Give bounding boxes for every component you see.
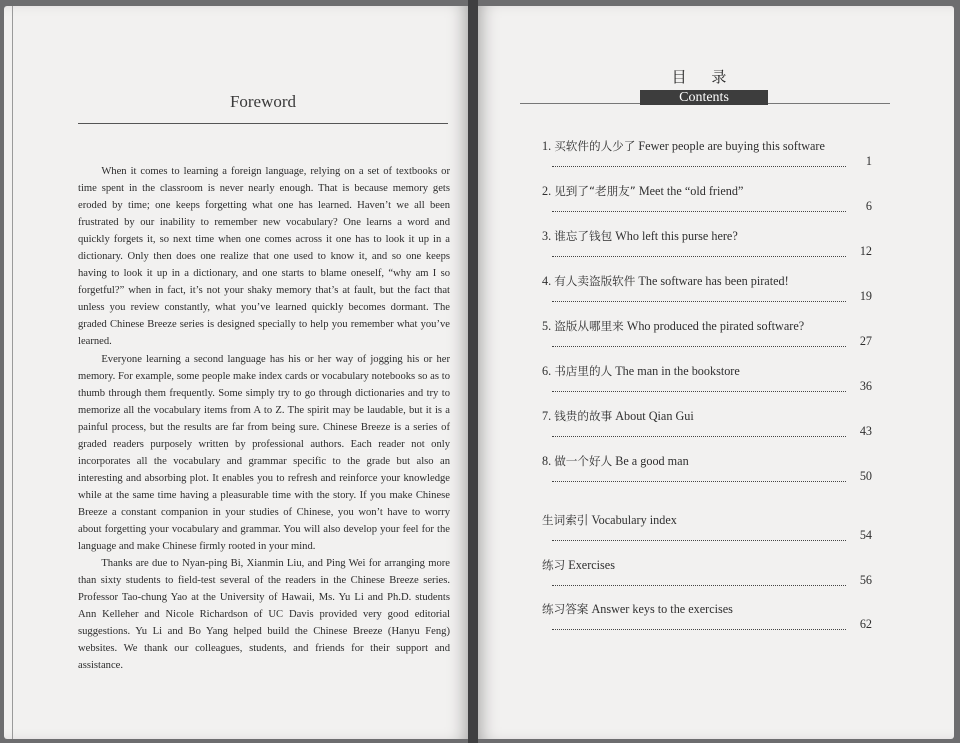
toc-entry-title-en: Answer keys to the exercises <box>588 602 733 616</box>
toc-dot-leader <box>552 210 846 212</box>
toc-entry-label <box>542 318 804 334</box>
toc-entry-label <box>542 273 789 289</box>
toc-entry-title-en: The software has been pirated! <box>635 274 789 288</box>
toc-entry <box>542 408 872 452</box>
toc-entry <box>542 318 872 362</box>
toc-entry <box>542 183 872 227</box>
foreword-paragraph-2: Everyone learning a second language has his or her way of jogging his or her memory. For example, some people make index cards or vocabulary notebooks so as to thumb through them frequently. Some simply try to go through dictionaries and try to memorize all the vocabulary items from A to Z. The spirit may be laudable, but it is a painful process, but the results are far from being sure. Chinese Breeze is a series of graded readers purposely written by professional authors. Each reader not only incorporates all the vocabulary and grammar specific to the grade but also an interesting and absorbing plot. It enables you to refresh and reinforce your knowledge while at the same time having a pleasurable time with the story. If you make Chinese Breeze a constant companion in your studies of Chinese, you won’t have to worry about forgetting your vocabulary and grammar. You will also develop your feel for the language and make Chinese firmly rooted in your mind. <box>78 353 450 553</box>
toc-entry-number: 7. <box>542 409 555 423</box>
book-binding <box>468 0 478 743</box>
toc-entry-number: 5. <box>542 319 555 333</box>
toc-entry-title-en: Be a good man <box>612 454 689 468</box>
toc-entry-label <box>542 512 677 528</box>
toc-entry-label <box>542 557 615 573</box>
title-rule <box>78 123 448 124</box>
toc-dot-leader <box>552 539 846 541</box>
toc-entry-title-en: Vocabulary index <box>588 513 677 527</box>
toc-entry <box>542 453 872 497</box>
toc-dot-leader <box>552 480 846 482</box>
toc-entry-title-cn: 练习答案 <box>542 602 589 616</box>
toc-entry-title-en: Exercises <box>565 558 615 572</box>
toc-dot-leader <box>552 584 846 586</box>
toc-entry <box>542 228 872 272</box>
toc-entry-title-cn: 有人卖盗版软件 <box>554 274 636 288</box>
toc-entry-page: 54 <box>859 528 872 542</box>
toc-entry-number: 4. <box>542 274 555 288</box>
toc-entry-label <box>542 408 694 424</box>
toc-entry-page: 6 <box>865 199 872 213</box>
toc-entry-title-cn: 做一个好人 <box>554 454 613 468</box>
toc-entry-title-en: Meet the “old friend” <box>635 184 744 198</box>
toc-entry-number: 6. <box>542 364 555 378</box>
toc-dot-leader <box>552 165 846 167</box>
toc-dot-leader <box>552 390 846 392</box>
toc-entry-number: 2. <box>542 184 555 198</box>
foreword-paragraph-3: Thanks are due to Nyan-ping Bi, Xianmin Liu, and Ping Wei for arranging more than sixty students to field-test several of the readers in the Chinese Breeze series. Professor Tao-chung Yao at the University of Hawaii, Ms. Yu Li and Ph.D. students Ann Kelleher and Nicole Richardson of UC Davis provided very good editorial suggestions. Yu Li and Bo Yang helped build the Chinese Breeze (Hanyu Feng) websites. We thank our colleagues, students, and friends for their support and assistance. <box>78 558 450 672</box>
toc-entry-title-cn: 买软件的人少了 <box>554 139 636 153</box>
toc-entry-title-cn: 盗版从哪里来 <box>554 319 624 333</box>
toc-entry-title-cn: 书店里的人 <box>554 364 613 378</box>
toc-entry-title-en: The man in the bookstore <box>612 364 740 378</box>
toc-entry-label <box>542 453 689 469</box>
toc-entry <box>542 273 872 317</box>
foreword-paragraph-1: When it comes to learning a foreign language, relying on a set of textbooks or time spent in the classroom is never nearly enough. That is because memory gets eroded by time; one keeps forgetting what one has learned. Haven’t we all been frustrated by our inability to remember new vocabulary? One learns a word and quickly forgets it, so next time when one comes across it one has to look it up in a dictionary. Only then does one realize that one used to know it, and so one keeps having to look it up in a dictionary, and one starts to blame oneself, “why am I so forgetful?” when in fact, it’s not your shaky memory that’s at fault, but the fact that unless you review constantly, what you’ve learned quickly becomes dormant. The graded Chinese Breeze series is designed specially to help you remember what you’ve learned. <box>78 166 450 348</box>
toc-dot-leader <box>552 628 846 630</box>
toc-entry-title-en: Who produced the pirated software? <box>623 319 805 333</box>
toc-entry-title-cn: 谁忘了钱包 <box>554 229 613 243</box>
page-edge-line <box>12 6 13 739</box>
toc-entry-title-cn: 钱贵的故事 <box>554 409 613 423</box>
toc-entry-label <box>542 601 733 617</box>
toc-entry-number: 1. <box>542 139 555 153</box>
toc-entry <box>542 138 872 182</box>
toc-entry-page: 12 <box>859 244 872 258</box>
toc-entry-label <box>542 363 740 379</box>
toc-entry-page: 1 <box>865 154 872 168</box>
toc-entry-title-cn: 练习 <box>542 558 566 572</box>
toc-entry-number: 3. <box>542 229 555 243</box>
toc-dot-leader <box>552 435 846 437</box>
toc-dot-leader <box>552 255 846 257</box>
toc-entry-page: 19 <box>859 289 872 303</box>
foreword-title: Foreword <box>229 92 297 111</box>
toc-entry-page: 56 <box>859 573 872 587</box>
toc-entry-title-cn: 生词索引 <box>542 513 589 527</box>
toc-entry-number: 8. <box>542 454 555 468</box>
toc-entry <box>542 363 872 407</box>
toc-entry-label <box>542 183 743 199</box>
toc-entry-title-en: Fewer people are buying this software <box>635 139 825 153</box>
toc-entry-label <box>542 228 738 244</box>
toc-entry-label <box>542 138 825 154</box>
toc-dot-leader <box>552 300 846 302</box>
toc-entry-title-cn: 见到了“老朋友” <box>554 184 636 198</box>
toc-entry <box>542 557 872 601</box>
toc-entry-page: 62 <box>859 617 872 631</box>
toc-entry-page: 36 <box>859 379 872 393</box>
contents-title-cn: 目 录 <box>671 68 737 86</box>
toc-entry-title-en: About Qian Gui <box>612 409 694 423</box>
contents-title-en: Contents <box>640 90 768 105</box>
toc-dot-leader <box>552 345 846 347</box>
toc-entry-page: 43 <box>859 424 872 438</box>
toc-entry <box>542 601 872 645</box>
toc-entry <box>542 512 872 556</box>
toc-entry-page: 50 <box>859 469 872 483</box>
toc-entry-page: 27 <box>859 334 872 348</box>
foreword-body <box>78 163 450 674</box>
toc-entry-title-en: Who left this purse here? <box>612 229 738 243</box>
